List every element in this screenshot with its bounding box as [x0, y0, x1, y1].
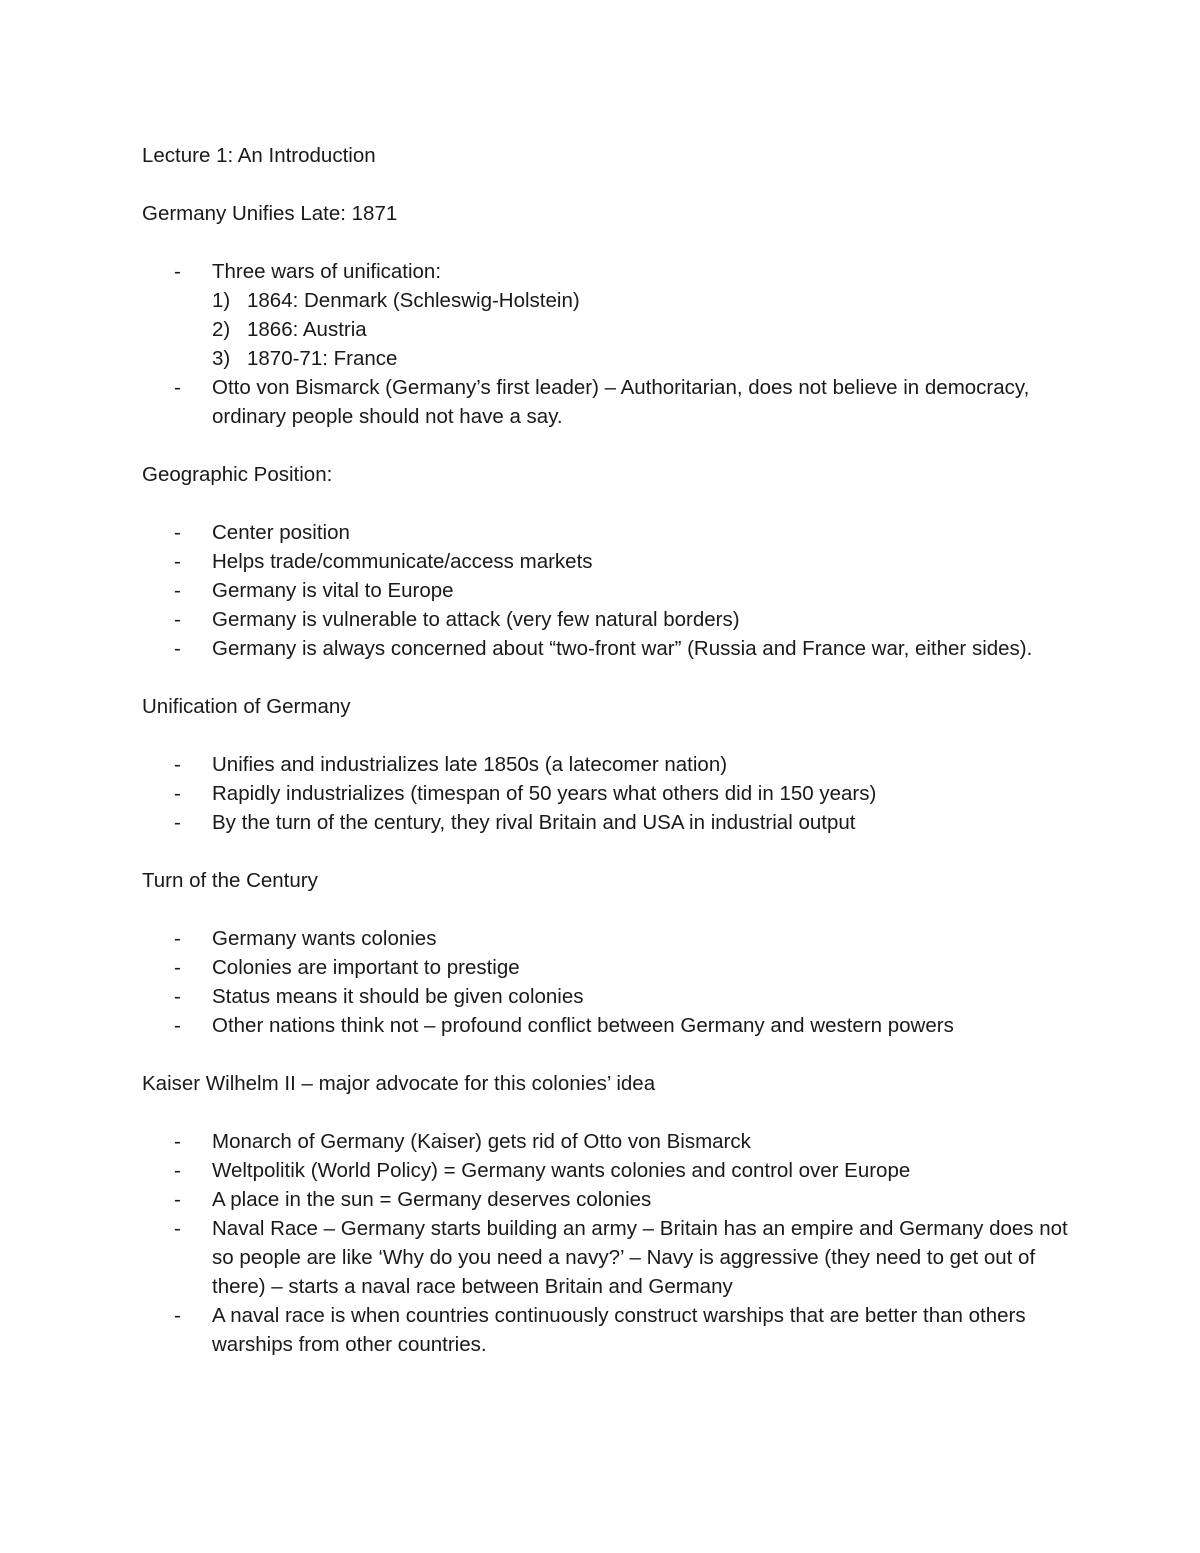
section-heading: Kaiser Wilhelm II – major advocate for this colonies’ idea [142, 1072, 656, 1095]
paragraph-spacer [142, 431, 1082, 460]
document-title: Lecture 1: An Introduction [142, 144, 376, 167]
bullet-text: Naval Race – Germany starts building an army – Britain has an empire and Germany does not so people are like ‘Why do you need a navy?’ – Navy is aggressive (they need to get out of there) – starts a naval race between Britain and Germany [212, 1217, 1068, 1298]
numbered-item [212, 315, 1082, 344]
bullet-text: Weltpolitik (World Policy) = Germany wants colonies and control over Europe [212, 1159, 911, 1182]
bullet-text: Germany is always concerned about “two-front war” (Russia and France war, either sides). [212, 637, 1033, 660]
document-page [142, 141, 1082, 1359]
bullet-text: Germany is vulnerable to attack (very few natural borders) [212, 608, 740, 631]
number-marker: 3) [212, 347, 231, 370]
bullet-item [142, 373, 1082, 431]
bullet-text: Unifies and industrializes late 1850s (a latecomer nation) [212, 753, 728, 776]
paragraph-spacer [142, 1098, 1082, 1127]
bullet-text: Other nations think not – profound conflict between Germany and western powers [212, 1014, 954, 1037]
bullet-text: Otto von Bismarck (Germany’s first leader) – Authoritarian, does not believe in democracy, ordinary people should not have a say. [212, 376, 1030, 428]
bullet-text: A place in the sun = Germany deserves colonies [212, 1188, 652, 1211]
bullet-text: Rapidly industrializes (timespan of 50 years what others did in 150 years) [212, 782, 877, 805]
bullet-item [142, 1127, 1082, 1156]
bullet-text: Monarch of Germany (Kaiser) gets rid of Otto von Bismarck [212, 1130, 751, 1153]
paragraph-spacer [142, 170, 1082, 199]
bullet-item [142, 982, 1082, 1011]
paragraph-spacer [142, 663, 1082, 692]
bullet-text: Germany is vital to Europe [212, 579, 454, 602]
paragraph-spacer [142, 1040, 1082, 1069]
section-heading: Germany Unifies Late: 1871 [142, 202, 398, 225]
bullet-item [142, 808, 1082, 837]
bullet-item [142, 1214, 1082, 1301]
numbered-text: 1866: Austria [247, 318, 367, 341]
number-marker: 2) [212, 318, 231, 341]
paragraph-spacer [142, 895, 1082, 924]
document-body [142, 170, 1082, 1359]
bullet-text: Germany wants colonies [212, 927, 437, 950]
numbered-text: 1870-71: France [247, 347, 398, 370]
bullet-list [142, 750, 1082, 837]
bullet-list [142, 518, 1082, 663]
bullet-item [142, 750, 1082, 779]
numbered-item [212, 344, 1082, 373]
bullet-item [142, 257, 1082, 373]
bullet-list [142, 1127, 1082, 1359]
paragraph-spacer [142, 228, 1082, 257]
section-heading: Geographic Position: [142, 463, 333, 486]
bullet-item [142, 634, 1082, 663]
paragraph-spacer [142, 721, 1082, 750]
bullet-item [142, 924, 1082, 953]
bullet-item [142, 576, 1082, 605]
section-heading: Turn of the Century [142, 869, 318, 892]
bullet-list [142, 924, 1082, 1040]
bullet-text: A naval race is when countries continuously construct warships that are better than others warships from other countries. [212, 1304, 1026, 1356]
numbered-text: 1864: Denmark (Schleswig-Holstein) [247, 289, 580, 312]
bullet-item [142, 1185, 1082, 1214]
numbered-item [212, 286, 1082, 315]
bullet-list [142, 257, 1082, 431]
bullet-item [142, 779, 1082, 808]
bullet-text: Colonies are important to prestige [212, 956, 520, 979]
paragraph-spacer [142, 489, 1082, 518]
bullet-item [142, 1011, 1082, 1040]
bullet-text: Center position [212, 521, 350, 544]
bullet-item [142, 1156, 1082, 1185]
bullet-text: Helps trade/communicate/access markets [212, 550, 593, 573]
bullet-text: Three wars of unification: [212, 260, 442, 283]
bullet-item [142, 1301, 1082, 1359]
bullet-item [142, 953, 1082, 982]
section-heading: Unification of Germany [142, 695, 351, 718]
paragraph-spacer [142, 837, 1082, 866]
numbered-list [212, 286, 1082, 373]
bullet-item [142, 547, 1082, 576]
number-marker: 1) [212, 289, 231, 312]
bullet-item [142, 518, 1082, 547]
bullet-text: Status means it should be given colonies [212, 985, 584, 1008]
bullet-item [142, 605, 1082, 634]
bullet-text: By the turn of the century, they rival Britain and USA in industrial output [212, 811, 856, 834]
